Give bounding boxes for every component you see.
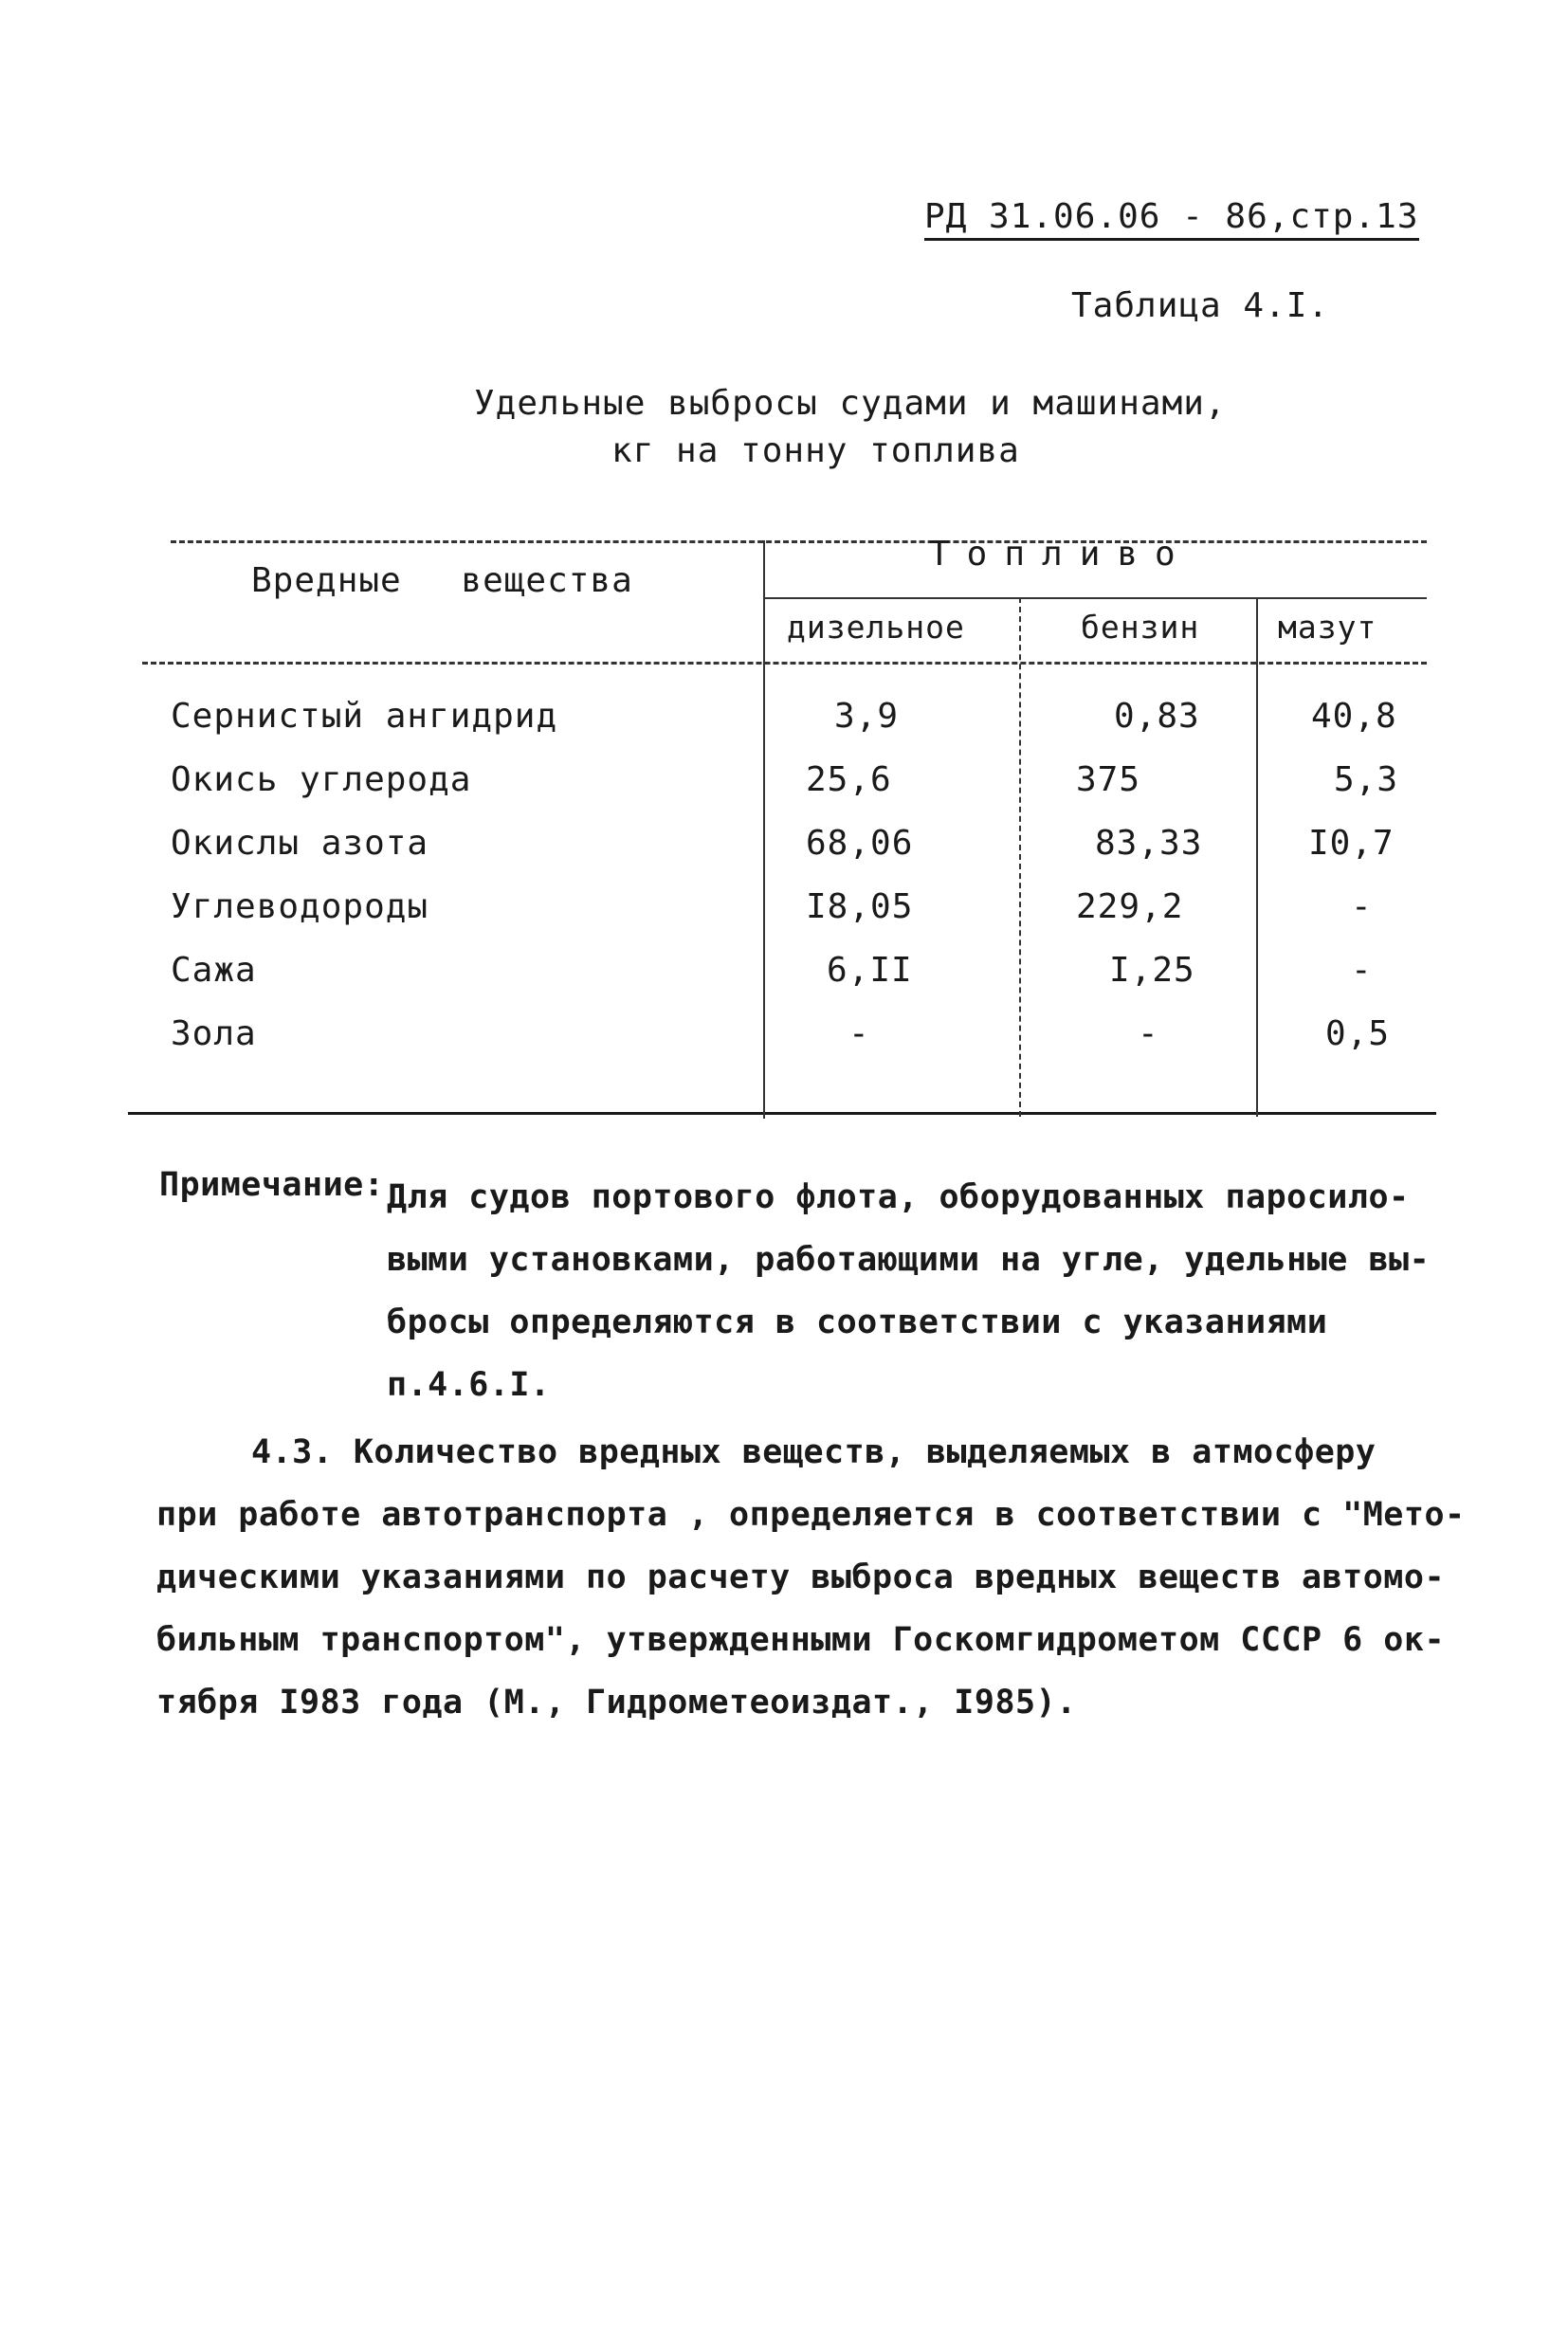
paragraph-line: при работе автотранспорта , определяется в соответствии с "Мето- xyxy=(156,1496,1466,1534)
table-header-rule xyxy=(142,662,1427,665)
table-cell-petrol: 0,83 xyxy=(1114,697,1200,736)
table-cell-diesel: 68,06 xyxy=(806,824,914,863)
table-cell-diesel: - xyxy=(848,1014,870,1053)
table-row-name: Окись углерода xyxy=(171,760,472,799)
table-cell-fuel-oil: - xyxy=(1351,951,1373,990)
note-line: Для судов портового флота, оборудованных паросило- xyxy=(387,1178,1410,1216)
table-cell-fuel-oil: 40,8 xyxy=(1311,697,1397,736)
paragraph-line: бильным транспортом", утвержденными Госкомгидрометом СССР 6 ок- xyxy=(156,1621,1446,1659)
table-cell-fuel-oil: I0,7 xyxy=(1308,824,1395,863)
header-fuel-oil: мазут xyxy=(1278,609,1377,646)
table-row-name: Сернистый ангидрид xyxy=(171,697,558,736)
table-cell-fuel-oil: - xyxy=(1351,887,1373,926)
table-column-divider-1 xyxy=(763,540,765,1119)
table-cell-diesel: I8,05 xyxy=(806,887,914,926)
header-substances: Вредные вещества xyxy=(251,561,633,600)
emissions-table xyxy=(142,535,1431,1123)
table-cell-fuel-oil: 5,3 xyxy=(1334,760,1399,799)
table-bottom-rule xyxy=(128,1112,1436,1115)
table-cell-diesel: 6,II xyxy=(827,951,913,990)
table-cell-petrol: - xyxy=(1138,1014,1159,1053)
table-label: Таблица 4.I. xyxy=(1071,286,1330,325)
table-fuel-subheader-rule xyxy=(763,597,1427,599)
table-column-divider-2 xyxy=(1019,597,1021,1117)
header-diesel: дизельное xyxy=(787,609,965,646)
note-line: выми установками, работающими на угле, удельные вы- xyxy=(387,1241,1431,1279)
table-cell-fuel-oil: 0,5 xyxy=(1325,1014,1391,1053)
table-cell-diesel: 25,6 xyxy=(806,760,892,799)
table-cell-petrol: 375 xyxy=(1076,760,1141,799)
table-column-divider-3 xyxy=(1256,597,1258,1117)
note-line: п.4.6.I. xyxy=(387,1366,551,1404)
table-caption-line-1: Удельные выбросы судами и машинами, xyxy=(474,384,1227,423)
header-fuel: Топливо xyxy=(929,535,1193,574)
paragraph-line: дическими указаниями по расчету выброса вредных веществ автомо- xyxy=(156,1558,1446,1596)
table-cell-petrol: 229,2 xyxy=(1076,887,1184,926)
table-cell-diesel: 3,9 xyxy=(834,697,900,736)
header-petrol: бензин xyxy=(1081,609,1200,646)
note-text xyxy=(387,1166,1477,1416)
table-cell-petrol: I,25 xyxy=(1109,951,1195,990)
table-caption-line-2: кг на тонну топлива xyxy=(611,431,1020,470)
table-row-name: Зола xyxy=(171,1014,257,1053)
note-label: Примечание: xyxy=(159,1166,385,1204)
paragraph-line: 4.3. Количество вредных веществ, выделяемых в атмосферу xyxy=(251,1433,1377,1471)
table-row-name: Углеводороды xyxy=(171,887,429,926)
note-line: бросы определяются в соответствии с указаниями xyxy=(387,1303,1328,1341)
table-cell-petrol: 83,33 xyxy=(1095,824,1203,863)
table-row-name: Окислы азота xyxy=(171,824,429,863)
table-top-rule xyxy=(171,540,1427,543)
paragraph-line: тября I983 года (М., Гидрометеоиздат., I985). xyxy=(156,1684,1077,1722)
table-row-name: Сажа xyxy=(171,951,257,990)
document-reference: РД 31.06.06 - 86,стр.13 xyxy=(924,197,1419,241)
